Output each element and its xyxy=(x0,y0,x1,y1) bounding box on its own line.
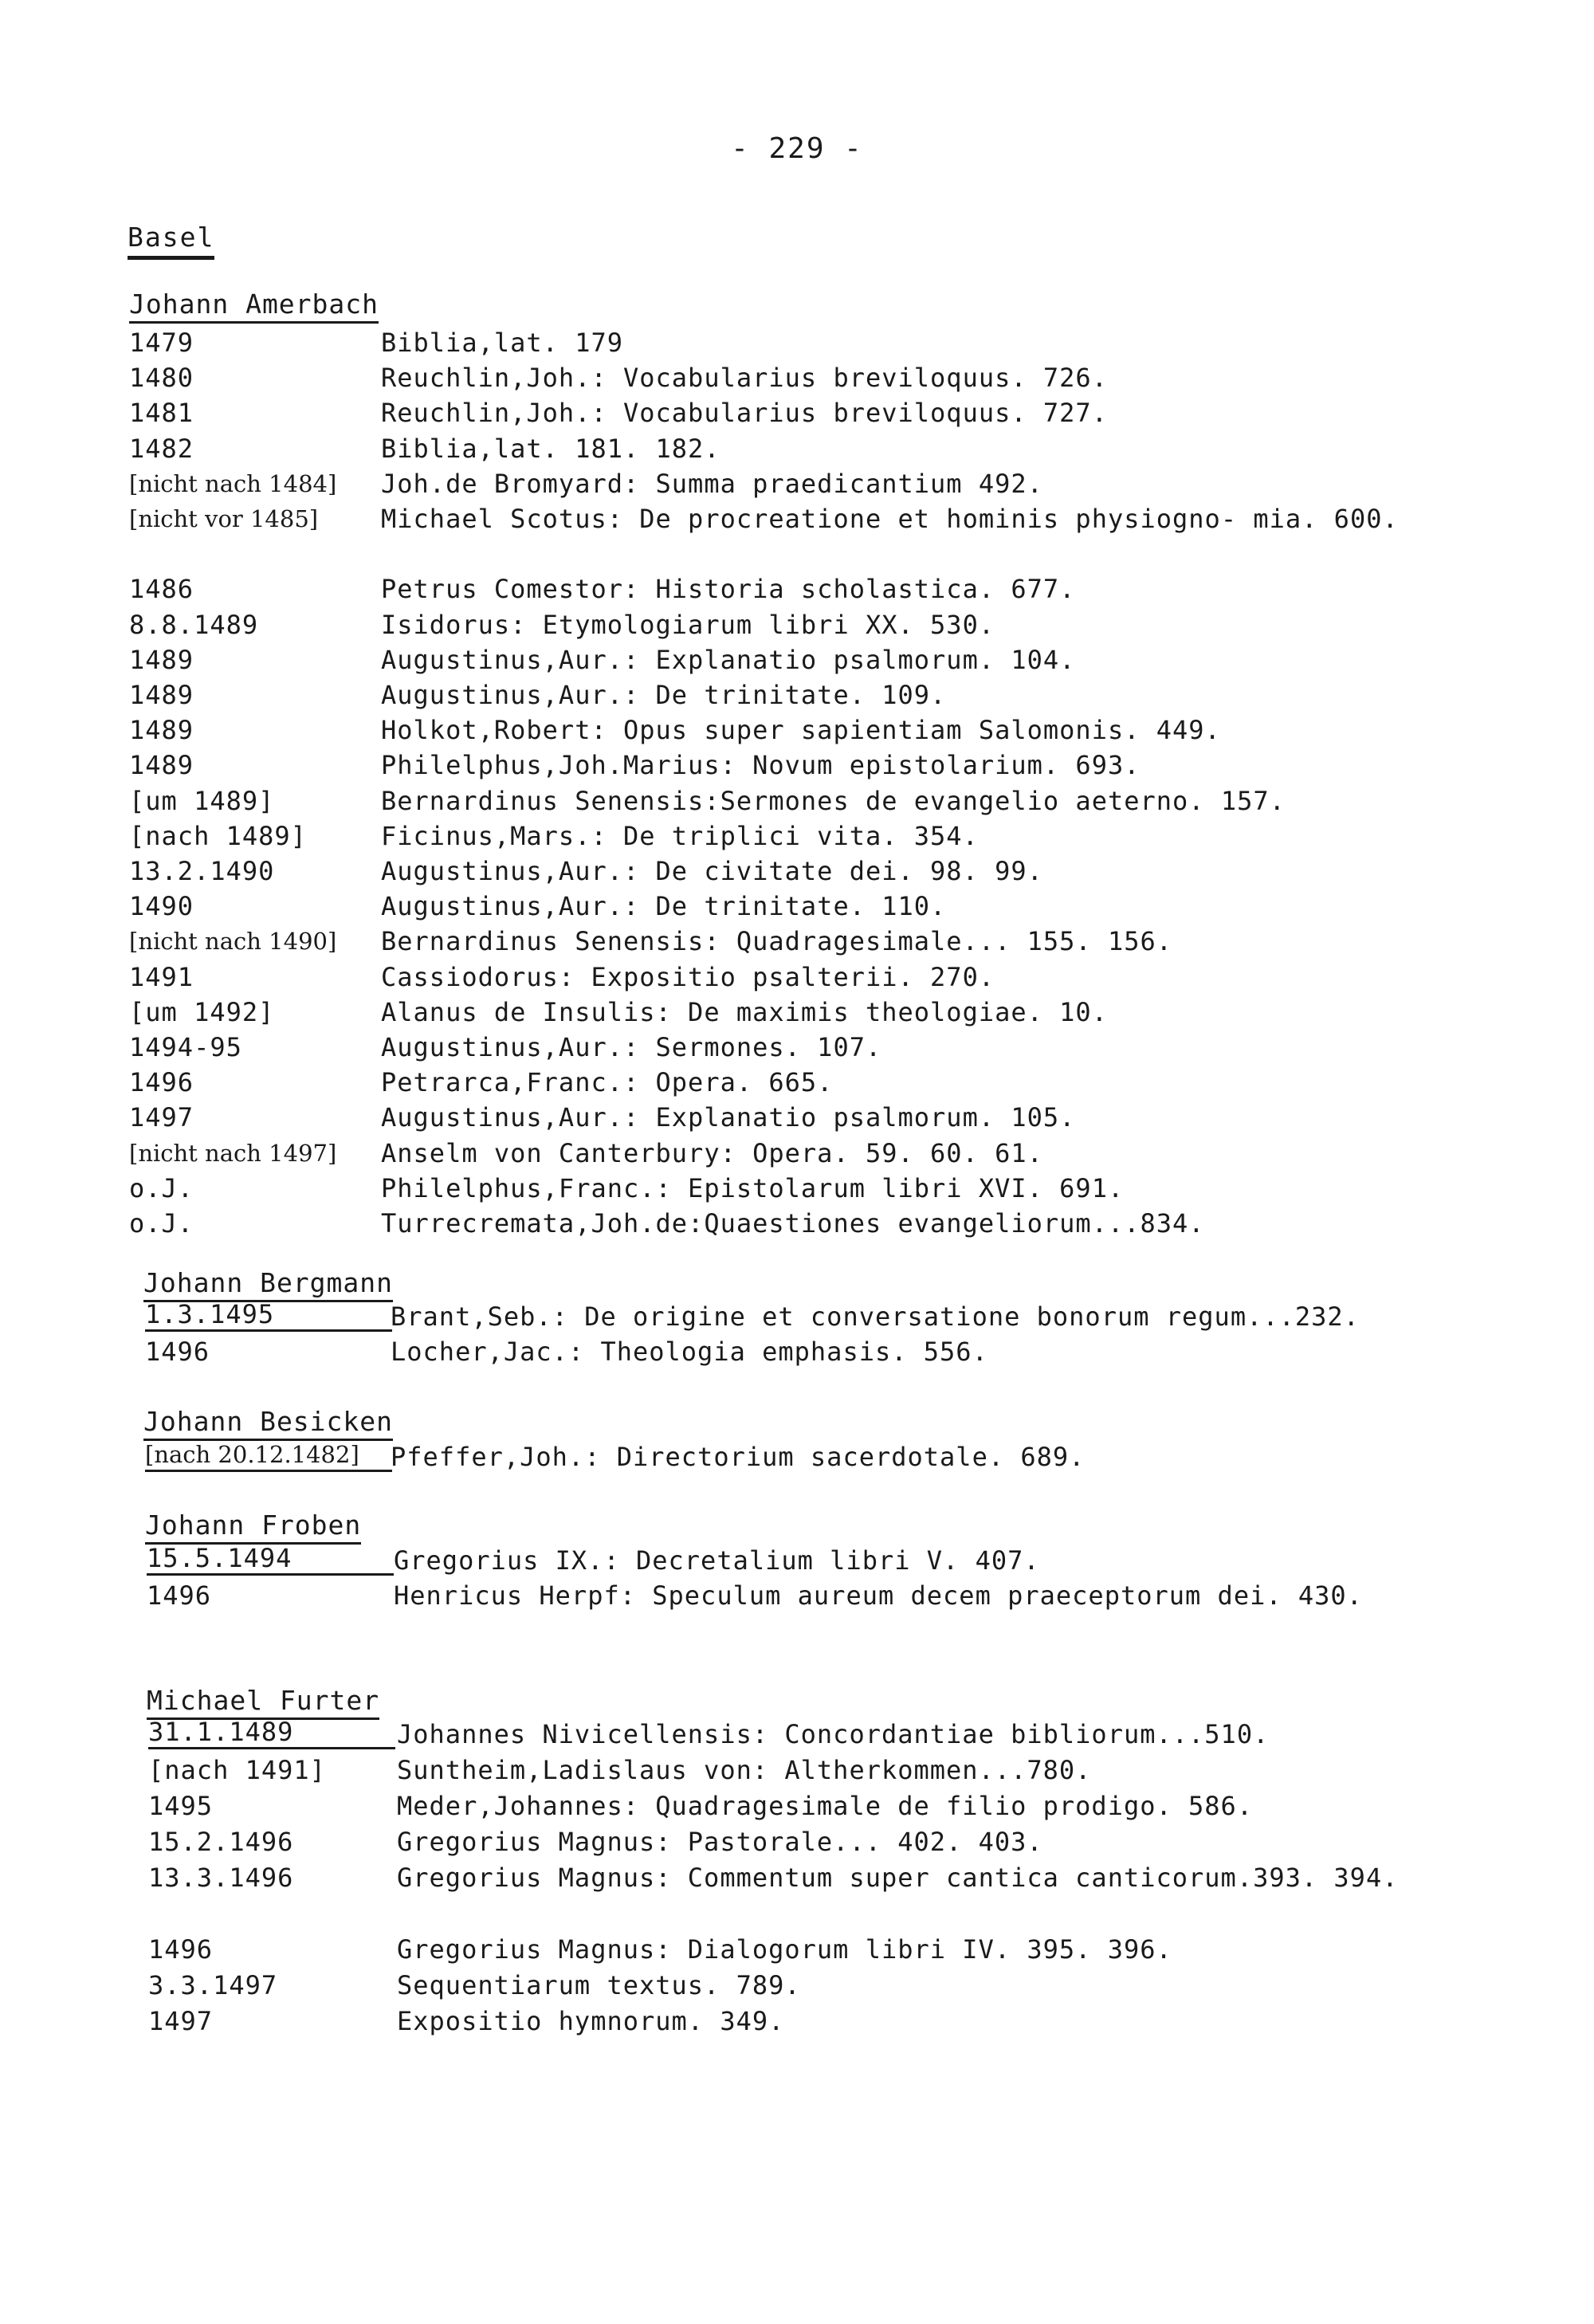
entry-title: Augustinus,Aur.: Explanatio psalmorum. 104. xyxy=(381,644,1076,675)
entry-title: Sequentiarum textus. 789. xyxy=(397,1970,801,2000)
entry-title: Bernardinus Senensis:Sermones de evangelio aeterno. 157. xyxy=(381,785,1286,816)
entry-date: 1490 xyxy=(129,891,194,922)
entry-title: Expositio hymnorum. 349. xyxy=(397,2006,785,2036)
entry-title: Augustinus,Aur.: De trinitate. 109. xyxy=(381,680,947,710)
entry-title: Holkot,Robert: Opus super sapientiam Salomonis. 449. xyxy=(381,715,1221,746)
entry-title: Biblia,lat. 181. 182. xyxy=(381,433,720,464)
entry-date: 1497 xyxy=(129,1102,194,1133)
entry-date: 1489 xyxy=(129,644,194,675)
entry-date: 1496 xyxy=(129,1067,194,1098)
entry-title: Turrecremata,Joh.de:Quaestiones evangeliorum...834. xyxy=(381,1208,1205,1239)
entry-date: [nach 1491] xyxy=(148,1755,326,1785)
entry-title: Locher,Jac.: Theologia emphasis. 556. xyxy=(391,1337,988,1367)
entry-title: Augustinus,Aur.: De trinitate. 110. xyxy=(381,891,947,922)
entry-date: 1482 xyxy=(129,433,194,464)
entry-title: Meder,Johannes: Quadragesimale de filio prodigo. 586. xyxy=(397,1791,1254,1821)
entry-title: Petrus Comestor: Historia scholastica. 677. xyxy=(381,574,1076,605)
entry-title: Augustinus,Aur.: Sermones. 107. xyxy=(381,1032,882,1062)
entry-title: Pfeffer,Joh.: Directorium sacerdotale. 689. xyxy=(391,1442,1086,1472)
printer-name: Johann Amerbach xyxy=(129,289,379,324)
entry-date: 1496 xyxy=(145,1337,210,1367)
entry-date: 8.8.1489 xyxy=(129,609,259,640)
entry-title: Michael Scotus: De procreatione et hominis physiogno- mia. 600. xyxy=(381,504,1399,534)
entry-date: [nicht nach 1484] xyxy=(129,469,337,497)
entry-title: Isidorus: Etymologiarum libri XX. 530. xyxy=(381,609,995,640)
entry-date: 1497 xyxy=(148,2006,214,2036)
entry-date: [nach 1489] xyxy=(129,820,307,851)
entry-date: 1494-95 xyxy=(129,1032,242,1062)
entry-date: [um 1489] xyxy=(129,785,275,816)
entry-title: Reuchlin,Joh.: Vocabularius breviloquus. 726. xyxy=(381,363,1108,394)
entry-date: 1.3.1495 xyxy=(145,1299,392,1332)
page-number: - 229 - xyxy=(731,132,863,165)
entry-title: Gregorius IX.: Decretalium libri V. 407. xyxy=(394,1545,1040,1576)
printer-name: Johann Froben xyxy=(145,1509,361,1545)
entry-date: 15.5.1494 xyxy=(147,1543,394,1576)
entry-date: [nach 20.12.1482] xyxy=(145,1439,392,1472)
entry-title: Augustinus,Aur.: Explanatio psalmorum. 105. xyxy=(381,1102,1076,1133)
entry-date: 15.2.1496 xyxy=(148,1827,294,1857)
entry-date: 31.1.1489 xyxy=(148,1717,395,1749)
entry-date: 1489 xyxy=(129,680,194,710)
entry-title: Reuchlin,Joh.: Vocabularius breviloquus. 727. xyxy=(381,398,1108,429)
entry-title: Gregorius Magnus: Commentum super cantica canticorum.393. 394. xyxy=(397,1863,1399,1893)
entry-title: Ficinus,Mars.: De triplici vita. 354. xyxy=(381,820,979,851)
printer-name: Johann Besicken xyxy=(143,1406,393,1441)
entry-title: Gregorius Magnus: Pastorale... 402. 403. xyxy=(397,1827,1043,1857)
entry-date: [nicht nach 1490] xyxy=(129,928,337,956)
entry-date: 1495 xyxy=(148,1791,214,1821)
entry-date: [nicht nach 1497] xyxy=(129,1139,337,1167)
entry-date: 1489 xyxy=(129,750,194,781)
printer-name: Michael Furter xyxy=(147,1685,379,1720)
entry-date: 1496 xyxy=(147,1580,212,1611)
entry-title: Henricus Herpf: Speculum aureum decem praeceptorum dei. 430. xyxy=(394,1580,1363,1611)
entry-title: Suntheim,Ladislaus von: Altherkommen...780. xyxy=(397,1755,1092,1785)
entry-title: Gregorius Magnus: Dialogorum libri IV. 395. 396. xyxy=(397,1934,1172,1965)
entry-title: Brant,Seb.: De origine et conversatione bonorum regum...232. xyxy=(391,1301,1360,1332)
entry-title: Cassiodorus: Expositio psalterii. 270. xyxy=(381,961,995,992)
entry-title: Biblia,lat. 179 xyxy=(381,328,623,358)
entry-title: Augustinus,Aur.: De civitate dei. 98. 99. xyxy=(381,856,1043,886)
entry-date: 1491 xyxy=(129,961,194,992)
entry-date: 1481 xyxy=(129,398,194,429)
entry-title: Philelphus,Joh.Marius: Novum epistolarium. 693. xyxy=(381,750,1141,781)
city-heading: Basel xyxy=(128,222,214,260)
entry-date: 1480 xyxy=(129,363,194,394)
entry-date: 3.3.1497 xyxy=(148,1970,278,2000)
entry-title: Alanus de Insulis: De maximis theologiae. 10. xyxy=(381,996,1108,1027)
entry-title: Bernardinus Senensis: Quadragesimale... 155. 156. xyxy=(381,926,1173,957)
entry-date: o.J. xyxy=(129,1172,194,1203)
entry-title: Anselm von Canterbury: Opera. 59. 60. 61. xyxy=(381,1137,1043,1168)
printer-name: Johann Bergmann xyxy=(143,1267,393,1302)
entry-date: 13.3.1496 xyxy=(148,1863,294,1893)
entry-title: Johannes Nivicellensis: Concordantiae bibliorum...510. xyxy=(397,1719,1270,1749)
entry-date: 1489 xyxy=(129,715,194,746)
entry-date: 1496 xyxy=(148,1934,214,1965)
entry-date: [nicht vor 1485] xyxy=(129,505,319,532)
entry-date: 1486 xyxy=(129,574,194,605)
entry-title: Petrarca,Franc.: Opera. 665. xyxy=(381,1067,834,1098)
entry-title: Joh.de Bromyard: Summa praedicantium 492. xyxy=(381,468,1043,499)
entry-title: Philelphus,Franc.: Epistolarum libri XVI. 691. xyxy=(381,1172,1125,1203)
entry-date: 13.2.1490 xyxy=(129,856,275,886)
entry-date: [um 1492] xyxy=(129,996,275,1027)
entry-date: 1479 xyxy=(129,328,194,358)
entry-date: o.J. xyxy=(129,1208,194,1239)
